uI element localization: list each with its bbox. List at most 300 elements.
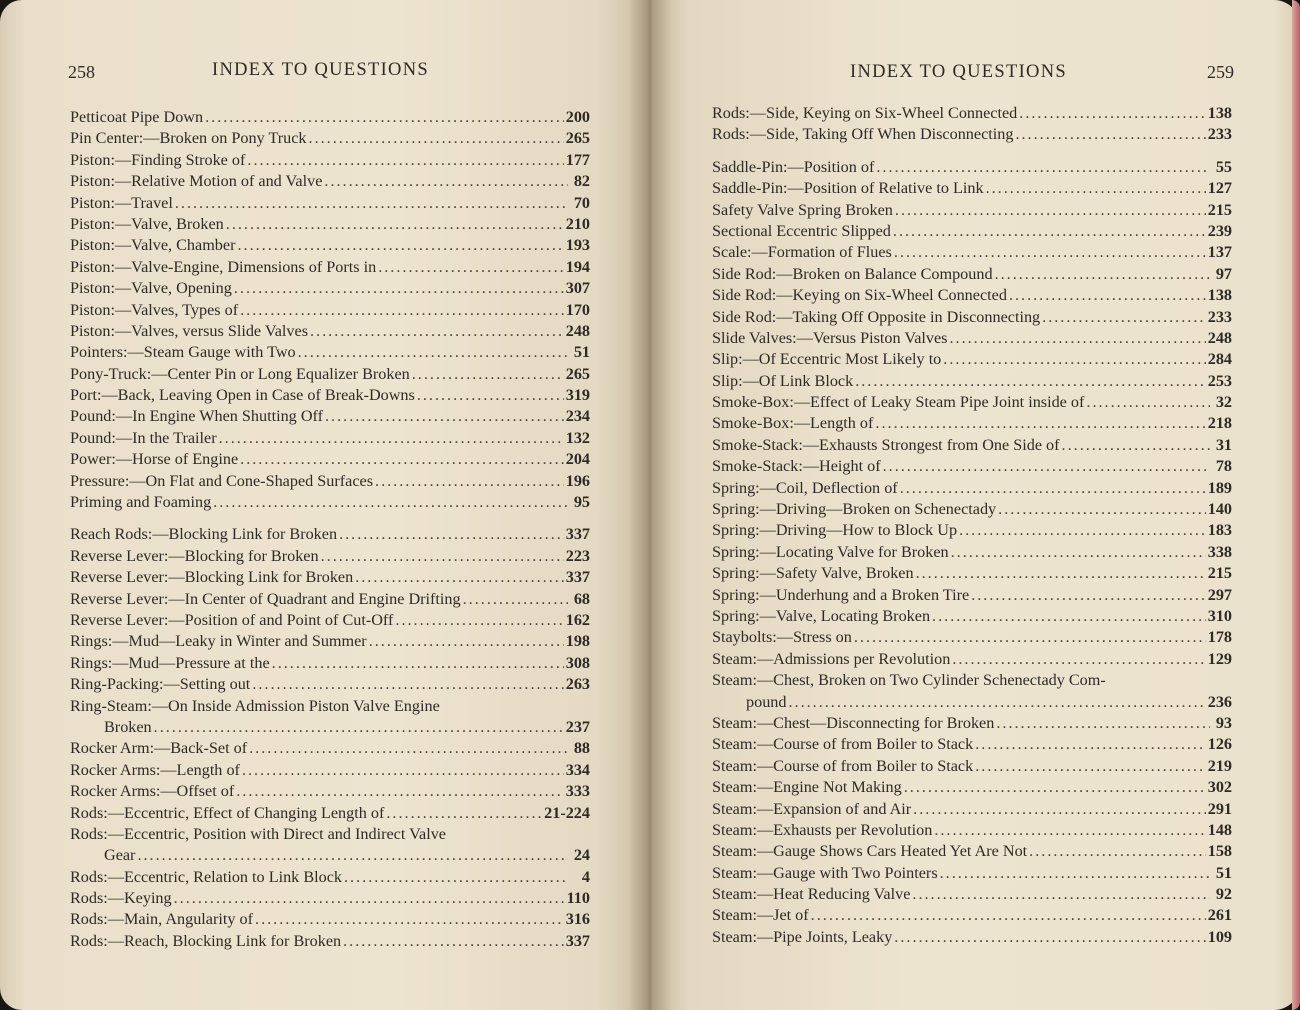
index-entry — [712, 670, 1232, 713]
entry-page-number: 200 — [565, 108, 590, 126]
index-entry — [70, 385, 590, 406]
dot-leader — [343, 931, 564, 952]
index-entry — [70, 449, 590, 470]
right-page — [650, 0, 1300, 1010]
dot-leader — [272, 653, 564, 674]
entry-page-number: 148 — [1207, 820, 1232, 839]
entry-page-number: 239 — [1207, 221, 1232, 240]
entry-page-number: 248 — [1207, 328, 1232, 347]
entry-continuation — [70, 717, 590, 738]
index-entry — [70, 524, 590, 545]
index-entry — [70, 150, 590, 171]
entry-continuation-text: Broken — [104, 717, 152, 736]
dot-leader — [339, 524, 564, 545]
entry-text: Safety Valve Spring Broken — [712, 200, 893, 219]
index-entry — [70, 257, 590, 278]
dot-leader — [154, 717, 564, 738]
dot-leader — [137, 845, 568, 866]
index-entry — [712, 563, 1232, 584]
entry-text: Sectional Eccentric Slipped — [712, 221, 891, 240]
index-entry — [712, 242, 1232, 263]
index-entry — [70, 428, 590, 449]
dot-leader — [975, 756, 1206, 777]
index-entry — [712, 328, 1232, 349]
entry-page-number: 337 — [565, 525, 590, 544]
entry-text: Piston:—Valve, Opening — [70, 279, 232, 298]
dot-leader — [298, 342, 568, 363]
dot-leader — [242, 760, 564, 781]
entry-page-number: 223 — [565, 546, 590, 565]
entry-page-number: 204 — [565, 450, 590, 469]
dot-leader — [788, 692, 1205, 713]
entry-text: Steam:—Jet of — [712, 906, 809, 925]
dot-leader — [893, 221, 1206, 242]
index-entry — [70, 653, 590, 674]
dot-leader — [226, 214, 564, 235]
index-entry — [70, 589, 590, 610]
entry-page-number: 21-224 — [544, 803, 590, 822]
entry-page-number: 177 — [565, 150, 590, 169]
entry-text: Saddle-Pin:—Position of Relative to Link — [712, 179, 984, 198]
index-entry — [70, 342, 590, 363]
entry-page-number: 302 — [1207, 778, 1232, 797]
dot-leader — [321, 546, 564, 567]
entry-page-number: 265 — [565, 129, 590, 148]
index-entry — [712, 734, 1232, 755]
index-entry — [70, 193, 590, 214]
index-list — [712, 103, 1232, 948]
entry-text: Spring:—Underhung and a Broken Tire — [712, 585, 970, 604]
entry-continuation-text: pound — [746, 692, 787, 711]
index-entry — [712, 124, 1232, 145]
entry-page-number: 158 — [1207, 842, 1232, 861]
entry-text: Side Rod:—Taking Off Opposite in Disconnecting — [712, 307, 1041, 326]
entry-page-number: 337 — [565, 931, 590, 950]
entry-text: Piston:—Valve, Broken — [70, 214, 224, 233]
index-entry — [70, 824, 590, 867]
entry-page-number: 194 — [565, 257, 590, 276]
index-entry — [712, 756, 1232, 777]
entry-page-number: 127 — [1207, 179, 1232, 198]
entry-page-number: 253 — [1207, 371, 1232, 390]
dot-leader — [412, 364, 564, 385]
index-entry — [712, 178, 1232, 199]
entry-page-number: 316 — [565, 910, 590, 929]
index-entry — [70, 406, 590, 427]
index-entry — [70, 321, 590, 342]
dot-leader — [237, 235, 563, 256]
entry-text: Rods:—Keying — [70, 889, 172, 908]
entry-page-number: 337 — [565, 568, 590, 587]
dot-leader — [255, 909, 564, 930]
entry-page-number: 162 — [565, 610, 590, 629]
page-number: 258 — [68, 62, 95, 82]
entry-page-number: 210 — [565, 214, 590, 233]
entry-page-number: 236 — [1207, 692, 1232, 711]
dot-leader — [219, 428, 564, 449]
dot-leader — [325, 406, 564, 427]
dot-leader — [895, 200, 1206, 221]
entry-text: Spring:—Driving—Broken on Schenectady — [712, 500, 997, 519]
entry-text: Steam:—Course of from Boiler to Stack — [712, 735, 974, 754]
entry-page-number: 55 — [1215, 157, 1232, 176]
dot-leader — [998, 499, 1206, 520]
entry-text: Rods:—Side, Taking Off When Disconnecting — [712, 125, 1014, 144]
index-entry — [70, 107, 590, 128]
index-entry — [712, 585, 1232, 606]
entry-page-number: 110 — [566, 889, 590, 908]
entry-page-number: 82 — [573, 172, 590, 191]
entry-text: Steam:—Gauge Shows Cars Heated Yet Are Not — [712, 842, 1028, 861]
index-entry — [712, 103, 1232, 124]
index-entry — [712, 371, 1232, 392]
entry-text: Piston:—Valves, Types of — [70, 300, 239, 319]
entry-page-number: 92 — [1215, 885, 1232, 904]
index-entry — [70, 278, 590, 299]
index-entry — [712, 520, 1232, 541]
dot-leader — [174, 888, 565, 909]
entry-text: Spring:—Driving—How to Block Up — [712, 521, 958, 540]
dot-leader — [875, 413, 1205, 434]
entry-text: Rods:—Eccentric, Relation to Link Block — [70, 867, 342, 886]
index-entry — [712, 200, 1232, 221]
entry-text: Priming and Foaming — [70, 493, 212, 512]
dot-leader — [310, 321, 564, 342]
entry-text: Port:—Back, Leaving Open in Case of Break-Downs — [70, 386, 415, 405]
entry-continuation-text: Gear — [104, 846, 136, 865]
dot-leader — [213, 492, 568, 513]
entry-text: Steam:—Exhausts per Revolution — [712, 820, 933, 839]
index-entry — [712, 649, 1232, 670]
index-entry — [70, 128, 590, 149]
index-entry — [712, 221, 1232, 242]
entry-page-number: 189 — [1207, 478, 1232, 497]
entry-page-number: 338 — [1207, 542, 1232, 561]
entry-page-number: 32 — [1215, 393, 1232, 412]
dot-leader — [386, 803, 542, 824]
entry-page-number: 138 — [1207, 104, 1232, 122]
entry-text: Piston:—Travel — [70, 193, 173, 212]
entry-page-number: 97 — [1215, 264, 1232, 283]
dot-leader — [463, 589, 568, 610]
entry-text: Steam:—Chest—Disconnecting for Broken — [712, 713, 995, 732]
entry-page-number: 24 — [573, 846, 590, 865]
dot-leader — [951, 542, 1206, 563]
entry-text: Smoke-Box:—Effect of Leaky Steam Pipe Joint inside of — [712, 393, 1085, 412]
index-entry — [712, 820, 1232, 841]
entry-text: Reverse Lever:—Position of and Point of Cut-Off — [70, 610, 394, 629]
entry-text: Ring-Steam:—On Inside Admission Piston Valve Engine — [70, 696, 440, 715]
entry-text: Staybolts:—Stress on — [712, 628, 852, 647]
entry-continuation — [70, 845, 590, 866]
entry-page-number: 132 — [565, 428, 590, 447]
index-entry — [70, 867, 590, 888]
entry-page-number: 31 — [1215, 435, 1232, 454]
index-entry — [70, 235, 590, 256]
dot-leader — [932, 606, 1206, 627]
entry-text: Power:—Horse of Engine — [70, 450, 239, 469]
dot-leader — [1086, 392, 1210, 413]
dot-leader — [811, 905, 1206, 926]
dot-leader — [876, 157, 1210, 178]
index-entry — [70, 781, 590, 802]
dot-leader — [1015, 124, 1205, 145]
entry-text: Smoke-Box:—Length of — [712, 414, 874, 433]
entry-page-number: 78 — [1215, 457, 1232, 476]
entry-text: Steam:—Pipe Joints, Leaky — [712, 927, 893, 946]
dot-leader — [943, 349, 1205, 370]
entry-text: Steam:—Expansion of and Air — [712, 799, 912, 818]
entry-text: Steam:—Course of from Boiler to Stack — [712, 756, 974, 775]
entry-page-number: 297 — [1207, 585, 1232, 604]
dot-leader — [912, 884, 1210, 905]
entry-page-number: 263 — [565, 675, 590, 694]
index-entry — [70, 909, 590, 930]
entry-text: Smoke-Stack:—Exhausts Strongest from One Side of — [712, 435, 1060, 454]
dot-leader — [175, 193, 568, 214]
index-entry — [70, 803, 590, 824]
entry-text: Petticoat Pipe Down — [70, 108, 204, 126]
index-entry — [712, 777, 1232, 798]
index-entry — [712, 799, 1232, 820]
dot-leader — [971, 585, 1206, 606]
dot-leader — [996, 713, 1210, 734]
entry-page-number: 140 — [1207, 500, 1232, 519]
dot-leader — [904, 777, 1206, 798]
index-entry — [70, 214, 590, 235]
entry-page-number: 307 — [565, 279, 590, 298]
running-head: INDEX TO QUESTIONS — [212, 60, 429, 80]
entry-page-number: 233 — [1207, 125, 1232, 144]
index-entry — [70, 364, 590, 385]
index-entry — [712, 285, 1232, 306]
entry-text: Pointers:—Steam Gauge with Two — [70, 343, 296, 362]
entry-page-number: 196 — [565, 471, 590, 490]
entry-text: Slide Valves:—Versus Piston Valves — [712, 328, 948, 347]
dot-leader — [995, 264, 1210, 285]
index-entry — [70, 888, 590, 909]
entry-page-number: 109 — [1207, 927, 1232, 946]
entry-text: Rods:—Eccentric, Effect of Changing Length of — [70, 803, 385, 822]
entry-text: Pound:—In Engine When Shutting Off — [70, 407, 323, 426]
entry-page-number: 215 — [1207, 200, 1232, 219]
entry-text: Steam:—Gauge with Two Pointers — [712, 863, 938, 882]
entry-text: Rings:—Mud—Pressure at the — [70, 653, 270, 672]
entry-page-number: 183 — [1207, 521, 1232, 540]
dot-leader — [1029, 841, 1206, 862]
entry-text: Pin Center:—Broken on Pony Truck — [70, 129, 307, 148]
index-entry — [712, 499, 1232, 520]
index-list — [70, 107, 590, 952]
entry-page-number: 265 — [565, 364, 590, 383]
dot-leader — [883, 456, 1210, 477]
entry-text: Pony-Truck:—Center Pin or Long Equalizer Broken — [70, 364, 410, 383]
entry-text: Spring:—Coil, Deflection of — [712, 478, 898, 497]
dot-leader — [252, 674, 563, 695]
entry-text: Rods:—Side, Keying on Six-Wheel Connected — [712, 104, 1018, 122]
entry-page-number: 215 — [1207, 564, 1232, 583]
index-entry — [712, 542, 1232, 563]
index-entry — [70, 631, 590, 652]
index-entry — [712, 905, 1232, 926]
entry-page-number: 234 — [565, 407, 590, 426]
entry-text: Rings:—Mud—Leaky in Winter and Summer — [70, 632, 367, 651]
entry-page-number: 95 — [573, 493, 590, 512]
index-entry — [712, 478, 1232, 499]
dot-leader — [1019, 103, 1205, 124]
entry-page-number: 126 — [1207, 735, 1232, 754]
dot-leader — [940, 863, 1210, 884]
entry-text: Reverse Lever:—Blocking for Broken — [70, 546, 319, 565]
dot-leader — [900, 478, 1206, 499]
index-entry — [712, 349, 1232, 370]
index-entry — [712, 713, 1232, 734]
dot-leader — [369, 631, 564, 652]
entry-text: Rods:—Main, Angularity of — [70, 910, 254, 929]
entry-page-number: 68 — [573, 589, 590, 608]
entry-text: Reach Rods:—Blocking Link for Broken — [70, 525, 338, 544]
dot-leader — [894, 242, 1206, 263]
entry-text: Pound:—In the Trailer — [70, 428, 217, 447]
dot-leader — [375, 471, 564, 492]
page-edge — [1292, 0, 1300, 1010]
dot-leader — [1042, 307, 1206, 328]
entry-page-number: 129 — [1207, 649, 1232, 668]
dot-leader — [344, 867, 568, 888]
entry-page-number: 261 — [1207, 906, 1232, 925]
index-entry — [712, 157, 1232, 178]
entry-text: Reverse Lever:—Blocking Link for Broken — [70, 568, 354, 587]
index-entry — [70, 760, 590, 781]
entry-text: Piston:—Relative Motion of and Valve — [70, 172, 323, 191]
entry-page-number: 284 — [1207, 350, 1232, 369]
index-entry — [70, 567, 590, 588]
entry-text: Steam:—Admissions per Revolution — [712, 649, 951, 668]
entry-page-number: 4 — [581, 867, 590, 886]
dot-leader — [378, 257, 564, 278]
index-entry — [70, 492, 590, 513]
index-entry — [70, 300, 590, 321]
dot-leader — [247, 150, 563, 171]
entry-text: Reverse Lever:—In Center of Quadrant and Engine Drifting — [70, 589, 461, 608]
entry-text: Spring:—Locating Valve for Broken — [712, 542, 949, 561]
index-entry — [712, 435, 1232, 456]
entry-text: Side Rod:—Broken on Balance Compound — [712, 264, 993, 283]
index-entry — [712, 606, 1232, 627]
dot-leader — [324, 171, 568, 192]
entry-page-number: 334 — [565, 760, 590, 779]
dot-leader — [309, 128, 564, 149]
dot-leader — [913, 799, 1206, 820]
entry-page-number: 51 — [573, 343, 590, 362]
entry-text: Piston:—Finding Stroke of — [70, 150, 246, 169]
entry-page-number: 237 — [565, 717, 590, 736]
dot-leader — [894, 927, 1205, 948]
index-entry — [712, 841, 1232, 862]
dot-leader — [395, 610, 563, 631]
entry-text: Scale:—Formation of Flues — [712, 243, 892, 262]
entry-continuation — [712, 692, 1232, 713]
entry-text: Rods:—Reach, Blocking Link for Broken — [70, 931, 342, 950]
entry-text: Piston:—Valve-Engine, Dimensions of Ports in — [70, 257, 377, 276]
dot-leader — [959, 520, 1206, 541]
index-entry — [712, 927, 1232, 948]
dot-leader — [854, 627, 1206, 648]
index-entry — [712, 456, 1232, 477]
entry-page-number: 51 — [1215, 863, 1232, 882]
entry-page-number: 319 — [565, 386, 590, 405]
entry-page-number: 70 — [573, 193, 590, 212]
entry-page-number: 333 — [565, 782, 590, 801]
entry-page-number: 170 — [565, 300, 590, 319]
dot-leader — [236, 781, 563, 802]
dot-leader — [355, 567, 564, 588]
index-entry — [712, 884, 1232, 905]
entry-text: Pressure:—On Flat and Cone-Shaped Surfaces — [70, 471, 374, 490]
entry-text: Ring-Packing:—Setting out — [70, 675, 251, 694]
entry-page-number: 219 — [1207, 756, 1232, 775]
index-entry — [70, 738, 590, 759]
dot-leader — [934, 820, 1205, 841]
entry-page-number: 310 — [1207, 606, 1232, 625]
running-head: INDEX TO QUESTIONS — [850, 62, 1067, 82]
dot-leader — [855, 371, 1206, 392]
entry-page-number: 308 — [565, 653, 590, 672]
dot-leader — [205, 107, 564, 128]
index-entry — [712, 307, 1232, 328]
index-entry — [70, 171, 590, 192]
dot-leader — [417, 385, 564, 406]
entry-text: Spring:—Safety Valve, Broken — [712, 564, 914, 583]
index-entry — [712, 863, 1232, 884]
dot-leader — [1009, 285, 1206, 306]
dot-leader — [249, 738, 568, 759]
entry-page-number: 88 — [573, 739, 590, 758]
index-entry — [712, 264, 1232, 285]
entry-text: Rods:—Eccentric, Position with Direct and Indirect Valve — [70, 824, 446, 843]
dot-leader — [916, 563, 1206, 584]
entry-text: Saddle-Pin:—Position of — [712, 157, 875, 176]
entry-page-number: 248 — [565, 321, 590, 340]
dot-leader — [240, 300, 564, 321]
index-entry — [70, 471, 590, 492]
entry-text: Piston:—Valve, Chamber — [70, 236, 236, 255]
entry-text: Side Rod:—Keying on Six-Wheel Connected — [712, 286, 1007, 305]
page-number: 259 — [1207, 62, 1234, 82]
index-entry — [70, 696, 590, 739]
entry-page-number: 138 — [1207, 286, 1232, 305]
entry-page-number: 198 — [565, 632, 590, 651]
index-entry — [70, 546, 590, 567]
entry-text: Rocker Arms:—Offset of — [70, 782, 235, 801]
index-entry — [712, 413, 1232, 434]
entry-text: Rocker Arms:—Length of — [70, 760, 240, 779]
entry-text: Steam:—Engine Not Making — [712, 778, 902, 797]
entry-text: Steam:—Heat Reducing Valve — [712, 885, 911, 904]
entry-page-number: 291 — [1207, 799, 1232, 818]
entry-page-number: 93 — [1215, 713, 1232, 732]
index-entry — [70, 610, 590, 631]
index-entry — [712, 392, 1232, 413]
index-entry — [70, 931, 590, 952]
entry-page-number: 137 — [1207, 243, 1232, 262]
entry-text: Rocker Arm:—Back-Set of — [70, 739, 248, 758]
entry-text: Spring:—Valve, Locating Broken — [712, 606, 931, 625]
entry-page-number: 178 — [1207, 628, 1232, 647]
index-entry — [70, 674, 590, 695]
dot-leader — [949, 328, 1205, 349]
dot-leader — [986, 178, 1206, 199]
